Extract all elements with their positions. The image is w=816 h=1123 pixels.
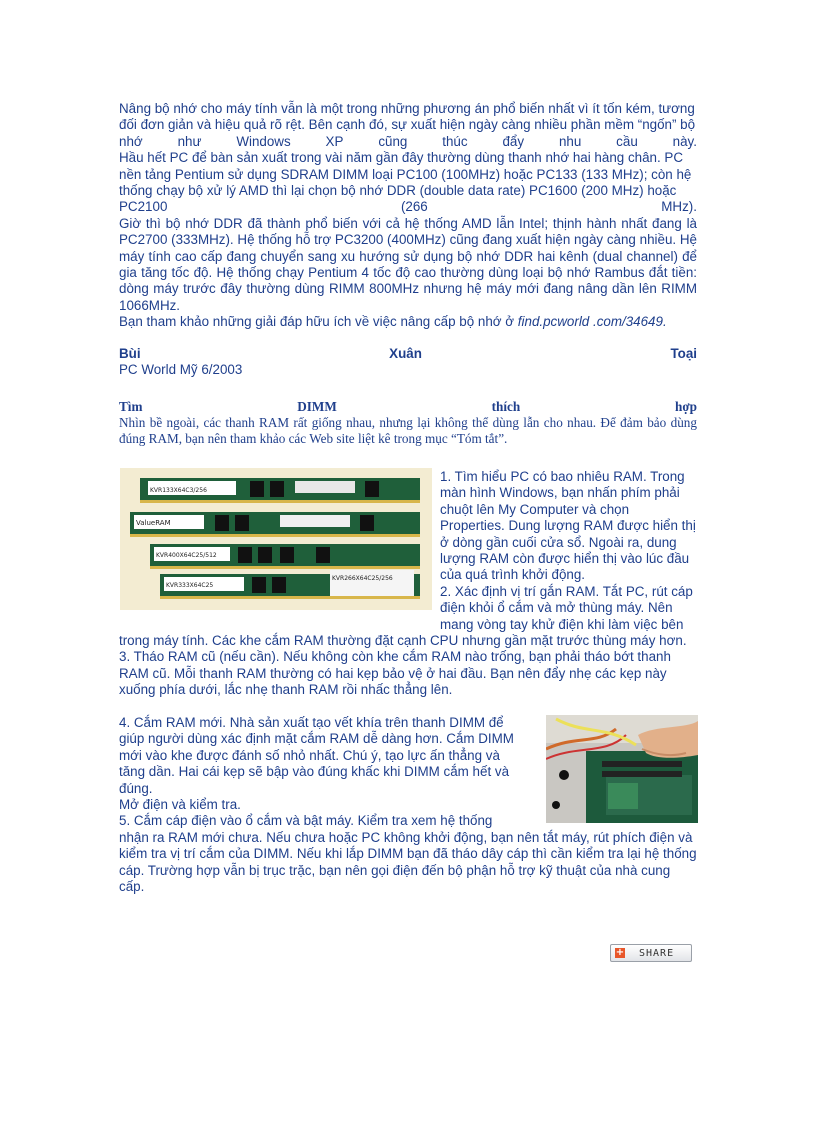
steps-2-3: [119, 633, 697, 699]
word: đẩy: [502, 133, 525, 149]
author-source: PC World Mỹ 6/2003: [119, 362, 243, 378]
word: nhu: [558, 133, 582, 149]
motherboard-photo: [546, 715, 698, 823]
word: cũng: [378, 133, 408, 149]
text-line: tăng dần. Hai cái kẹp sẽ bập vào đúng khấc khi DIMM cắm hết và: [119, 764, 510, 780]
text-line: RAM cũ. Mỗi thanh RAM thường có hai kẹp bảo vệ ở hai đầu. Bạn nên đẩy nhẹ các kẹp này: [119, 665, 667, 681]
author-name: [119, 346, 697, 362]
ram-modules-illustration: [120, 468, 432, 610]
word: thúc: [442, 133, 468, 149]
ram-label: KVR333X64C25: [166, 582, 214, 589]
word: Windows: [236, 133, 291, 149]
reference-text: Bạn tham khảo những giải đáp hữu ích về việc nâng cấp bộ nhớ ở: [119, 314, 518, 330]
text-line: lượng RAM còn được hiển thị vào lúc đầu: [440, 551, 690, 567]
share-label: SHARE: [639, 947, 675, 959]
text-line: Mở điện và kiểm tra.: [119, 797, 241, 813]
steps-1-2: [440, 469, 700, 633]
text-line: đúng.: [119, 780, 153, 796]
word: Tìm: [119, 399, 143, 414]
text-line: ở dòng gần cuối cửa sổ. Ngoài ra, dung: [440, 534, 677, 550]
section-intro: Nhìn bề ngoài, các thanh RAM rất giống nhau, nhưng lại không thể dùng lẫn cho nhau. Để đảm bảo dùng đúng RAM, bạn nên tham khảo các Web site liệt kê trong mục “Tóm tắt”.: [119, 415, 697, 447]
word: hợp: [674, 399, 697, 414]
intro-paragraph-4: [119, 314, 697, 330]
word: cầu: [616, 133, 638, 149]
steps-4-5: [119, 715, 539, 830]
ram-label: ValueRAM: [136, 519, 171, 527]
author-block: [119, 346, 697, 379]
text-line: 1. Tìm hiểu PC có bao nhiêu RAM. Trong: [440, 469, 685, 484]
text-line: nền tảng Pentium sử dụng SDRAM DIMM loại PC100 (100MHz) hoặc PC133 (133 MHz); còn hệ: [119, 166, 692, 182]
text-line: thống chạy bộ xử lý AMD thì lại chọn bộ nhớ DDR (double data rate) PC1600 (200 MHz) hoặc: [119, 183, 677, 199]
text-line: điện khỏi ổ cắm và mở thùng máy. Nên: [440, 600, 673, 616]
text-line: 5. Cắm cáp điện vào ổ cắm và bật máy. Kiểm tra xem hệ thống: [119, 813, 493, 829]
text-line: Hầu hết PC để bàn sản xuất trong vài năm gần đây thường dùng thanh nhớ hai hàng chân. PC: [119, 150, 684, 166]
ram-label: KVR133X64C3/256: [150, 487, 207, 494]
text-line: trong máy tính. Các khe cắm RAM thường đặt cạnh CPU nhưng gần mặt trước thùng máy hơn.: [119, 633, 687, 648]
word: MHz).: [661, 199, 697, 215]
text-line: của quá trình khởi động.: [440, 567, 586, 583]
intro-paragraph-2: [119, 150, 697, 216]
text-line: mang vòng tay khử điện khi làm việc bên: [440, 616, 684, 632]
word: nhớ: [119, 133, 143, 149]
motherboard-illustration: [546, 715, 698, 823]
word: như: [177, 133, 202, 149]
text-line: 4. Cắm RAM mới. Nhà sản xuất tạo vết khía trên thanh DIMM để: [119, 715, 504, 730]
text-line: Properties. Dung lượng RAM được hiển thị: [440, 518, 696, 534]
text-line: kiểm tra vị trí cắm của DIMM. Nếu khi lắp DIMM bạn đã tháo dây cáp thì cần kiểm tra lại hệ thống: [119, 846, 697, 862]
text-line: xuống phía dưới, lắc nhẹ thanh RAM rồi nhấc thẳng lên.: [119, 682, 453, 698]
spread-line: [119, 199, 697, 215]
intro-paragraph-1: [119, 101, 697, 150]
plus-icon: +: [615, 947, 625, 958]
text-line: cấp.: [119, 879, 145, 895]
word: PC2100: [119, 199, 168, 215]
text-line: màn hình Windows, bạn nhấn phím phải: [440, 485, 680, 501]
text-line: mới vào khe được đánh số nhỏ nhất. Chú ý, tạo lực ấn thẳng và: [119, 747, 500, 763]
ram-modules-photo: [120, 468, 432, 610]
text-line: chuột lên My Computer và chọn: [440, 501, 630, 517]
reference-link[interactable]: find.pcworld .com/34649.: [517, 314, 667, 330]
text-line: 2. Xác định vị trí gắn RAM. Tắt PC, rút cáp: [440, 583, 693, 599]
text-line: 3. Tháo RAM cũ (nếu cần). Nếu không còn khe cắm RAM nào trống, bạn phải tháo bớt thanh: [119, 649, 671, 665]
section-heading: [119, 399, 697, 415]
word: Toại: [670, 346, 697, 361]
word: thích: [491, 399, 521, 414]
word: DIMM: [297, 399, 337, 414]
dimm-section: [119, 399, 697, 448]
word: Bùi: [119, 346, 141, 361]
text-line: đối đơn giản và hiệu quả rõ rệt. Bên cạnh đó, sự xuất hiện ngày càng nhiều phần mềm “ngốn” bộ: [119, 117, 696, 133]
word: XP: [325, 133, 344, 149]
step-5-continued: [119, 830, 697, 896]
spread-line: [119, 134, 697, 150]
word: này.: [672, 133, 697, 149]
intro-section: [119, 101, 697, 331]
share-button[interactable]: [610, 944, 692, 962]
text-line: Nâng bộ nhớ cho máy tính vẫn là một trong những phương án phổ biến nhất vì ít tốn kém, tương: [119, 101, 695, 116]
ram-label: KVR400X64C25/512: [156, 552, 217, 559]
text-line: giúp người dùng xác định mặt cắm RAM dễ dàng hơn. Cắm DIMM: [119, 731, 514, 747]
ram-label: KVR266X64C25/256: [332, 575, 393, 582]
word: (266: [400, 199, 428, 215]
intro-paragraph-3: Giờ thì bộ nhớ DDR đã thành phổ biến với cả hệ thống AMD lẫn Intel; thịnh hành nhất đang là PC2700 (333MHz). Hệ thống hỗ trợ PC3200 (400MHz) cũng đang xuất hiện ngày càng nhiều. Hệ máy tính cao cấp đang chuyển sang xu hướng sử dụng bộ nhớ DDR hai kênh (dual channel) để gia tăng tốc độ. Hệ thống chạy Pentium 4 tốc độ cao thường dùng loại bộ nhớ Rambus đắt tiền: dòng máy trước đây thường dùng RIMM 800MHz nhưng hệ máy mới đang nâng dần lên RIMM 1066MHz.: [119, 215, 697, 313]
text-line: nhận ra RAM mới chưa. Nếu chưa hoặc PC không khởi động, bạn nên tắt máy, rút phích điện và: [119, 830, 693, 845]
text-line: cáp. Trường hợp vẫn bị trục trặc, bạn nên gọi điện đến bộ phận hỗ trợ kỹ thuật của nhà cung: [119, 862, 671, 878]
word: Xuân: [389, 346, 422, 361]
